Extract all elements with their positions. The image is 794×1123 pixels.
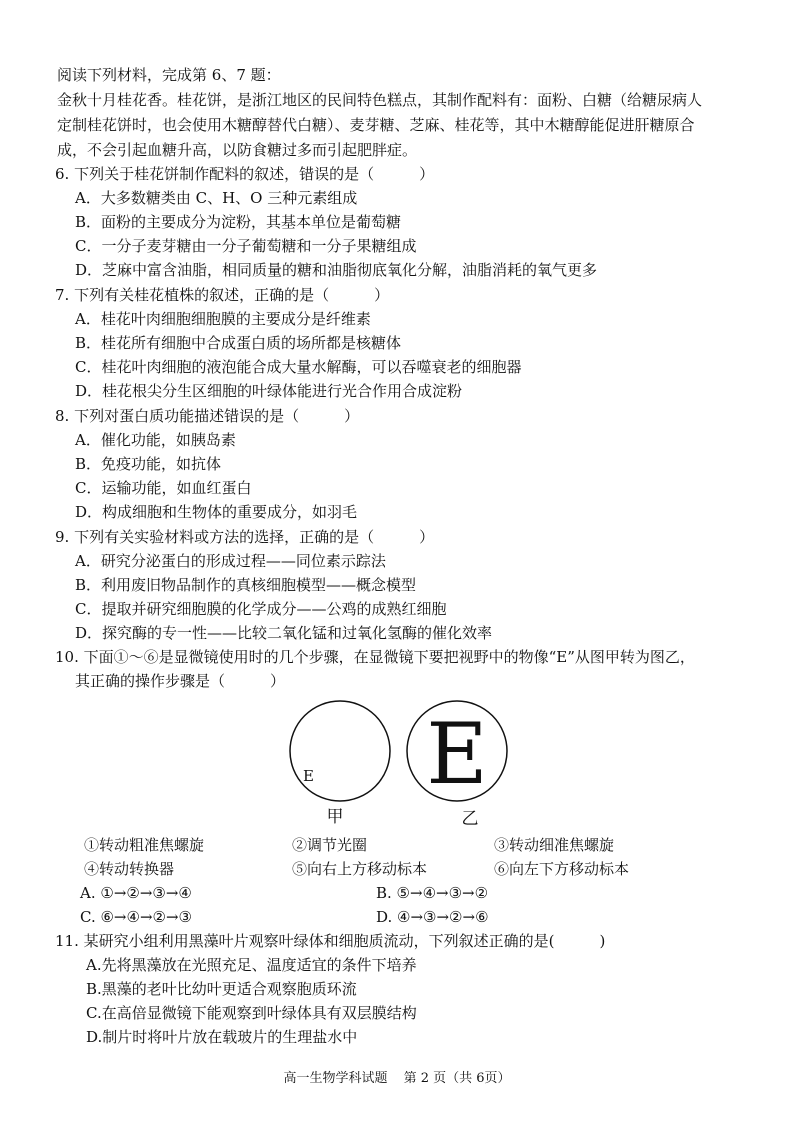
field-of-view-jia: [290, 701, 390, 801]
question-7-option-c: C．桂花叶肉细胞的液泡能合成大量水解酶，可以吞噬衰老的细胞器: [75, 358, 522, 376]
label-yi: 乙: [461, 809, 479, 829]
question-10-option-b: B. ⑤→④→③→②: [376, 884, 489, 902]
question-11-option-c: C.在高倍显微镜下能观察到叶绿体具有双层膜结构: [86, 1004, 417, 1022]
step-4: ④转动转换器: [84, 860, 175, 878]
question-9-option-c: C．提取并研究细胞膜的化学成分——公鸡的成熟红细胞: [75, 600, 447, 618]
intro-line: 成，不会引起血糖升高，以防食糖过多而引起肥胖症。: [57, 141, 418, 159]
question-8-stem: 8. 下列对蛋白质功能描述错误的是（ ）: [55, 407, 360, 425]
question-6-option-c: C．一分子麦芽糖由一分子葡萄糖和一分子果糖组成: [75, 237, 417, 255]
question-8-option-a: A．催化功能，如胰岛素: [75, 431, 236, 449]
question-10-stem: 10. 下面①～⑥是显微镜使用时的几个步骤，在显微镜下要把视野中的物像“E”从图甲转为图乙，: [55, 648, 695, 666]
footer-subject: 高一生物学科试题: [283, 1071, 388, 1086]
step-2: ②调节光圈: [292, 836, 368, 854]
question-10-option-c: C. ⑥→④→②→③: [80, 908, 192, 926]
question-9-option-d: D．探究酶的专一性——比较二氧化锰和过氧化氢酶的催化效率: [75, 624, 493, 642]
step-1: ①转动粗准焦螺旋: [84, 836, 205, 854]
intro-heading: 阅读下列材料，完成第 6、7 题：: [57, 66, 281, 84]
page-footer: [0, 1067, 794, 1086]
question-10-stem-cont: 其正确的操作步骤是（ ）: [75, 672, 286, 690]
question-11-option-a: A.先将黑藻放在光照充足、温度适宜的条件下培养: [86, 956, 417, 974]
intro-line: 金秋十月桂花香。桂花饼，是浙江地区的民间特色糕点，其制作配料有：面粉、白糖（给糖尿病人: [57, 91, 703, 109]
intro-line: 定制桂花饼时，也会使用木糖醇替代白糖）、麦芽糖、芝麻、桂花等，其中木糖醇能促进肝糖原合: [57, 116, 695, 134]
question-6-option-a: A．大多数糖类由 C、H、O 三种元素组成: [75, 189, 358, 207]
step-6: ⑥向左下方移动标本: [494, 860, 630, 878]
question-8-option-b: B．免疫功能，如抗体: [75, 455, 222, 473]
step-5: ⑤向右上方移动标本: [292, 860, 428, 878]
question-7-stem: 7. 下列有关桂花植株的叙述，正确的是（ ）: [55, 286, 390, 304]
question-11-option-d: D.制片时将叶片放在载玻片的生理盐水中: [86, 1028, 358, 1046]
question-6-option-b: B．面粉的主要成分为淀粉，其基本单位是葡萄糖: [75, 213, 402, 231]
question-8-option-d: D．构成细胞和生物体的重要成分，如羽毛: [75, 503, 358, 521]
label-jia: 甲: [326, 807, 344, 827]
question-10-option-a: A. ①→②→③→④: [80, 884, 192, 902]
question-6-option-d: D．芝麻中富含油脂，相同质量的糖和油脂彻底氧化分解，油脂消耗的氧气更多: [75, 261, 598, 279]
question-11-option-b: B.黑藻的老叶比幼叶更适合观察胞质环流: [86, 980, 357, 998]
small-e-letter: E: [303, 767, 314, 785]
question-9-stem: 9. 下列有关实验材料或方法的选择，正确的是（ ）: [55, 528, 435, 546]
question-10-option-d: D. ④→③→②→⑥: [376, 908, 489, 926]
question-8-option-c: C．运输功能，如血红蛋白: [75, 479, 252, 497]
footer-page-number: 第 2 页（共 6页）: [403, 1071, 511, 1086]
question-7-option-a: A．桂花叶肉细胞细胞膜的主要成分是纤维素: [75, 310, 371, 328]
step-3: ③转动细准焦螺旋: [494, 836, 615, 854]
big-e-letter: E: [426, 705, 488, 803]
question-9-option-b: B．利用废旧物品制作的真核细胞模型——概念模型: [75, 576, 417, 594]
question-7-option-d: D．桂花根尖分生区细胞的叶绿体能进行光合作用合成淀粉: [75, 382, 463, 400]
question-11-stem: 11. 某研究小组利用黑藻叶片观察叶绿体和细胞质流动，下列叙述正确的是( ): [55, 932, 606, 950]
question-9-option-a: A．研究分泌蛋白的形成过程——同位素示踪法: [75, 552, 386, 570]
question-6-stem: 6. 下列关于桂花饼制作配料的叙述，错误的是（ ）: [55, 165, 435, 183]
question-7-option-b: B．桂花所有细胞中合成蛋白质的场所都是核糖体: [75, 334, 402, 352]
microscope-figure: [280, 696, 520, 830]
